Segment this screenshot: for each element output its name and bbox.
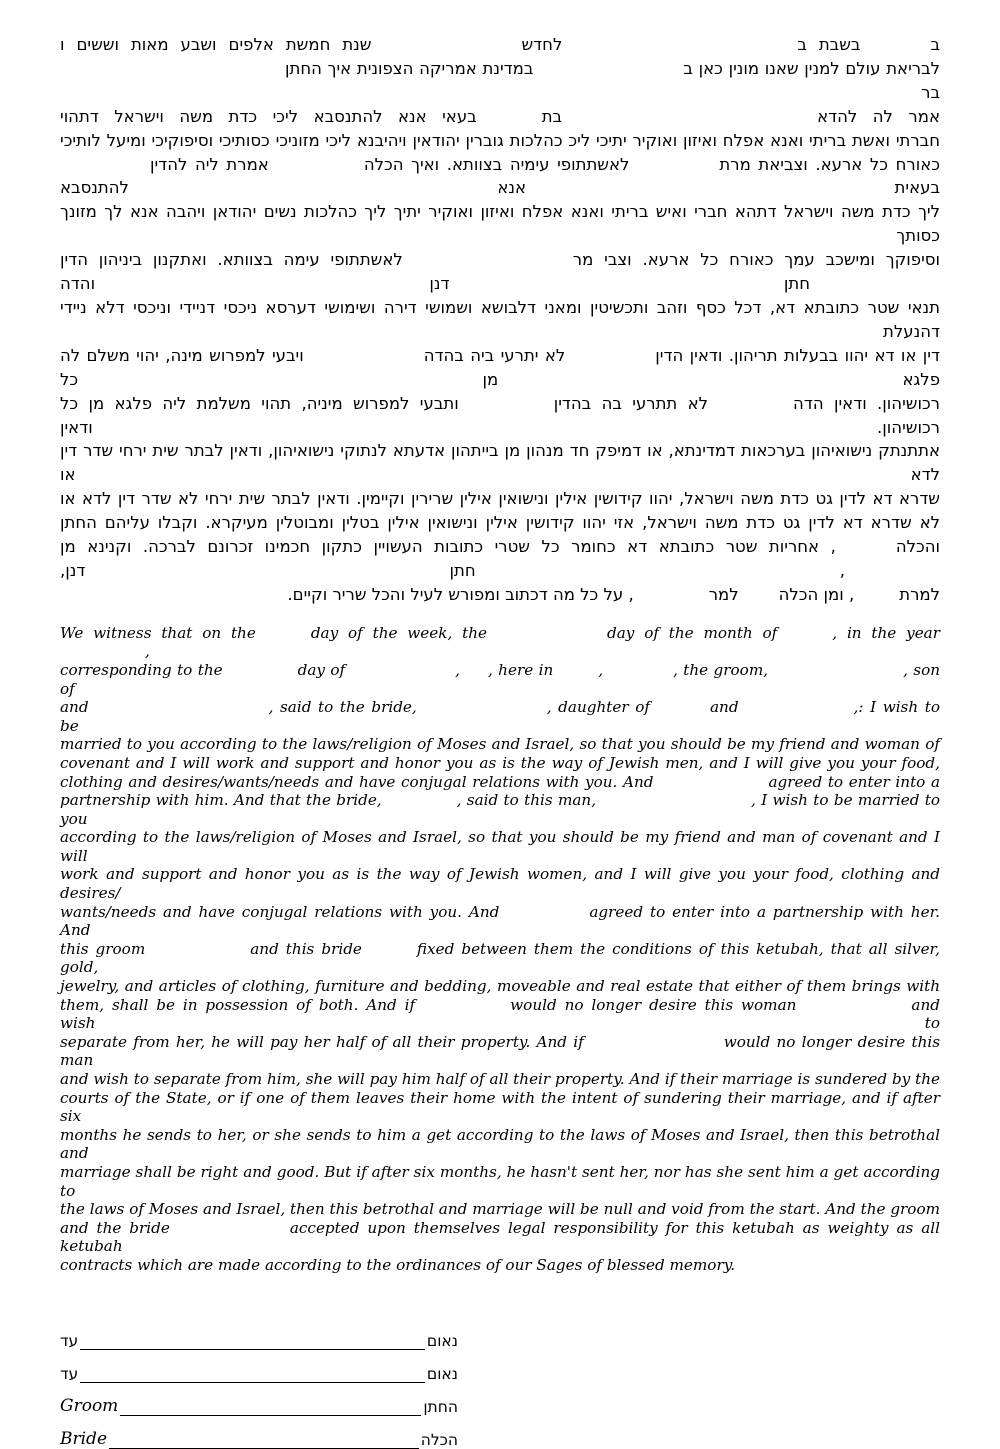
text-segment: ,: [455, 660, 460, 679]
blank-field: [487, 637, 607, 638]
blank-field: [836, 551, 896, 552]
text-segment: כאורח כל ארעא. וצביאת מרת: [719, 154, 940, 174]
text-segment: and wish to: [60, 995, 940, 1033]
text-segment: חברתי ואשת בריתי ואנא אפלח ואיזון ואוקיר יתיכי ליכ כהלכות גוברין יהודאין ויהיבנא ליכי מזוניכי כסותיכי וסיפוקיכי ומיעל לותיכי: [60, 130, 940, 150]
text-segment: fixed between them the conditions of this ketubah, that all silver, gold,: [60, 939, 940, 977]
text-segment: , daughter of: [546, 698, 650, 717]
blank-field: [553, 674, 598, 675]
text-segment: למרת: [899, 584, 940, 604]
text-segment: בת: [541, 106, 563, 126]
text-segment: תנאי שטר כתובתא דא, דכל כסף וזהב ותכשיטין ומאני דלבושא ושמושי דירה ושימושי דערסא ניכסי דניידי וניכסי דלא ניידי דהנעלת: [60, 297, 940, 341]
text-segment: , said to this man,: [456, 791, 597, 810]
blank-field: [415, 1009, 510, 1010]
signature-right-label: נאום: [426, 1332, 458, 1351]
text-line: [60, 153, 940, 201]
signature-row: [60, 1383, 458, 1416]
text-line: [60, 1089, 940, 1126]
text-segment: accepted upon themselves legal responsibility for this ketubah as weighty as all ketubah: [60, 1218, 941, 1256]
blank-field: [533, 73, 683, 74]
signature-line: [109, 1448, 419, 1449]
text-segment: לא תתרעי בה בהדין: [553, 393, 709, 413]
text-line: [60, 977, 940, 996]
blank-field: [459, 408, 554, 409]
text-segment: , I wish to be married to you: [60, 791, 940, 828]
text-line: [60, 487, 940, 511]
text-line: [60, 1070, 940, 1089]
blank-field: [768, 674, 903, 675]
text-segment: שדרא דא לדין גט כדת משה וישראל, יהוו קידושין אילין ונישואין אילין שרירין וקיימין. ודאין לבתר שית ירחי לא שדר דין לדא או: [60, 489, 940, 509]
blank-field: [634, 599, 709, 600]
blank-field: [845, 575, 940, 576]
signature-right-label: החתן: [423, 1398, 458, 1417]
text-line: [60, 439, 940, 487]
blank-field: [650, 711, 710, 712]
text-segment: וסיפוקך ומישכב עמך כאורח כל ארעא. וצבי מר: [572, 250, 940, 270]
text-segment: ליך כדת משה וישראל דתהא חברי ואיש בריתי ואנא אפלח ואיזון ואוקיר יתיך ליך כהלכות נשים יהודאן ויהבה אנא לך מזונך כסותך: [60, 202, 940, 246]
text-line: [60, 1126, 940, 1163]
text-line: [60, 129, 940, 153]
blank-field: [854, 599, 899, 600]
text-segment: , אחריות שטר כתובתא דא כחומר כל שטרי כתובות העשויין כתקון חכמינו זכרונם לברכה. וקנינא מן: [60, 537, 836, 557]
signature-left-label: Groom: [60, 1395, 119, 1416]
text-line: [60, 57, 940, 105]
text-line: [60, 940, 940, 977]
signature-section: [60, 1317, 458, 1449]
text-segment: אמר לה להדא: [817, 106, 940, 126]
signature-line: [120, 1415, 421, 1416]
text-line: [60, 698, 940, 735]
text-segment: and the bride: [60, 1218, 170, 1237]
text-segment: wants/needs and have conjugal relations with you. And: [60, 902, 500, 921]
text-segment: , here in: [487, 660, 554, 679]
text-segment: months he sends to her, or she sends to him a get according to the laws of Moses and Israel, then this betrothal and: [60, 1125, 940, 1163]
blank-field: [860, 49, 930, 50]
blank-field: [708, 408, 793, 409]
text-segment: marriage shall be right and good. But if after six months, he hasn't sent her, nor has she sent him a get according to: [60, 1162, 940, 1200]
signature-row: [60, 1350, 458, 1383]
blank-field: [739, 711, 854, 712]
text-line: [60, 996, 940, 1033]
text-segment: שנת חמשת אלפים ושבע מאות וששים ו: [60, 35, 372, 54]
signature-left-label: עד: [60, 1365, 79, 1384]
hebrew-text-section: [60, 33, 940, 607]
blank-field: [223, 674, 298, 675]
text-line: [60, 248, 940, 296]
text-segment: agreed to enter into a: [768, 772, 940, 791]
blank-field: [417, 711, 547, 712]
signature-right-label: נאום: [426, 1365, 458, 1384]
text-segment: day of the week, the: [310, 623, 488, 642]
text-segment: and this bride: [250, 939, 362, 958]
text-line: [60, 754, 940, 773]
blank-field: [60, 73, 285, 74]
text-segment: courts of the State, or if one of them leaves their home with the intent of sundering their marriage, and if after six: [60, 1088, 940, 1126]
text-segment: and: [709, 698, 739, 717]
blank-field: [477, 121, 542, 122]
blank-field: [145, 953, 250, 954]
text-segment: day of: [297, 660, 346, 679]
text-line: [60, 773, 940, 792]
blank-field: [403, 264, 573, 265]
text-segment: דין או דא יהוו בבעלות תריהון. ודאין הדין: [655, 345, 940, 365]
text-segment: בשבת ב: [797, 35, 861, 54]
text-segment: , the groom,: [673, 660, 769, 679]
text-line: [60, 661, 940, 698]
text-segment: this groom: [60, 939, 146, 958]
text-segment: , in the year: [832, 623, 940, 642]
text-segment: , על כל מה דכתוב ומפורש לעיל והכל שריר וקיים.: [287, 584, 634, 604]
blank-field: [653, 786, 768, 787]
text-line: [60, 735, 940, 754]
text-segment: לא שדרא דא לדין גט כדת משה וישראל, אזי יהוו קידושין אילין ונישואין אילין בטלין ומבוטלין מעיקרא. וקבלו עליהם החתן: [60, 513, 940, 533]
text-segment: them, shall be in possession of both. And if: [60, 995, 416, 1014]
blank-field: [269, 169, 364, 170]
text-segment: We witness that on the: [60, 623, 256, 642]
text-line: [60, 1033, 940, 1070]
blank-field: [562, 121, 817, 122]
text-segment: and wish to separate from him, she will pay him half of all their property. And if their marriage is sundered by the: [60, 1070, 940, 1088]
text-line: [60, 828, 940, 865]
signature-left-label: Bride: [60, 1428, 107, 1449]
english-text-section: [60, 624, 940, 1275]
blank-field: [362, 953, 417, 954]
text-line: [60, 624, 940, 661]
text-line: [60, 535, 940, 583]
blank-field: [629, 169, 719, 170]
signature-left-label: עד: [60, 1332, 79, 1351]
text-line: [60, 296, 940, 344]
blank-field: [562, 49, 797, 50]
text-line: [60, 105, 940, 129]
blank-field: [345, 674, 455, 675]
blank-field: [170, 1232, 290, 1233]
text-segment: would no longer desire this man: [60, 1032, 940, 1070]
text-segment: married to you according to the laws/religion of Moses and Israel, so that you should be my friend and woman of: [60, 735, 940, 754]
text-segment: and: [60, 698, 89, 717]
text-segment: , ומן הכלה: [778, 584, 855, 604]
text-segment: contracts which are made according to the ordinances of our Sages of blessed memory.: [60, 1255, 736, 1274]
text-segment: agreed to enter into a partnership with her. And: [60, 902, 940, 940]
blank-field: [60, 169, 150, 170]
blank-field: [777, 637, 832, 638]
text-segment: partnership with him. And that the bride,: [60, 791, 382, 810]
text-line: [60, 511, 940, 535]
blank-field: [565, 360, 655, 361]
signature-line: [80, 1349, 425, 1350]
text-line: [60, 1163, 940, 1200]
text-segment: לבריאת עולם למנין שאנו מונין כאן ב: [683, 58, 940, 78]
text-segment: , said to the bride,: [268, 698, 417, 717]
text-segment: בר: [921, 82, 940, 102]
text-segment: במדינת אמריקה הצפונית איך החתן: [285, 58, 534, 78]
text-segment: לאשתתופי עימיה בצוותא. ואיך הכלה: [363, 154, 630, 174]
text-segment: day of the month of: [607, 623, 778, 642]
blank-field: [382, 804, 457, 805]
text-segment: אמרת ליה להדין: [150, 154, 269, 174]
text-segment: ,: [598, 660, 604, 679]
blank-field: [89, 711, 269, 712]
signature-row: [60, 1317, 458, 1350]
text-segment: corresponding to the: [60, 660, 223, 679]
signature-right-label: הכלה: [420, 1431, 458, 1449]
text-segment: separate from her, he will pay her half of all their property. And if: [60, 1032, 584, 1051]
text-line: [60, 903, 940, 940]
blank-field: [499, 916, 589, 917]
signature-line: [80, 1382, 425, 1383]
text-segment: according to the laws/religion of Moses and Israel, so that you should be my friend and man of covenant and I will: [60, 828, 940, 865]
text-line: [60, 1200, 940, 1219]
text-line: [60, 865, 940, 902]
text-segment: בעאית אנא להתנסבא: [60, 178, 940, 198]
text-segment: ותבעי למפרוש מיניה, תהוי משלמת ליה פלגא מן כל רכושיהון. ודאין: [60, 393, 940, 437]
text-line: [60, 33, 940, 57]
blank-field: [796, 1009, 911, 1010]
blank-field: [739, 599, 779, 600]
text-segment: work and support and honor you as is the way of Jewish women, and I will give you your food, clothing and desires/: [60, 865, 940, 903]
text-segment: clothing and desires/wants/needs and have conjugal relations with you. And: [60, 772, 654, 791]
text-segment: covenant and I will work and support and honor you as is the way of Jewish men, and I will give you your food,: [60, 753, 940, 772]
text-line: [60, 344, 940, 392]
text-segment: לא יתרעי ביה בהדה: [423, 345, 566, 365]
text-segment: ויבעי למפרוש מינה, יהוי משלם לה פלגא מן כל: [60, 345, 940, 389]
text-line: [60, 791, 940, 828]
text-line: [60, 392, 940, 440]
text-segment: ,: I wish to be: [60, 698, 940, 735]
blank-field: [460, 674, 488, 675]
text-segment: , son of: [60, 660, 941, 698]
text-line: [60, 200, 940, 248]
text-segment: בעאי אנא להתנסבא ליכי כדת משה וישראל דתהוי: [60, 106, 477, 126]
text-segment: jewelry, and articles of clothing, furniture and bedding, moveable and real estate that either of them brings with: [60, 977, 940, 996]
text-segment: והכלה: [895, 537, 940, 557]
blank-field: [584, 1046, 724, 1047]
text-segment: לאשתתופי עימה בצוותא. ואתקנון ביניהון הדין: [60, 250, 403, 270]
blank-field: [596, 804, 751, 805]
text-line: [60, 1219, 940, 1256]
text-segment: ,: [145, 642, 150, 661]
text-segment: אתתנתק נישואיהון בערכאות דמדינתא, או דמיפק חד מנהון מן בייתהון אדעתא לנתוקי נישואיהון, ודאין לבתר שית ירחי שדר דין לדא או: [60, 441, 940, 485]
text-line: [60, 583, 940, 607]
signature-row: [60, 1416, 458, 1449]
blank-field: [304, 360, 424, 361]
blank-field: [60, 655, 145, 656]
text-segment: רכושיהון. ודאין הדה: [793, 393, 940, 413]
text-segment: the laws of Moses and Israel, then this betrothal and marriage will be null and void from the start. And the groom: [60, 1200, 940, 1219]
text-segment: חתן דנן והדה: [60, 274, 810, 294]
text-segment: ב: [930, 35, 940, 54]
text-segment: , חתן דנן,: [60, 560, 845, 580]
blank-field: [256, 637, 311, 638]
text-line: [60, 1256, 940, 1275]
blank-field: [603, 674, 673, 675]
blank-field: [810, 288, 940, 289]
text-segment: לחדש: [521, 35, 563, 54]
blank-field: [371, 49, 521, 50]
text-segment: למר: [708, 584, 739, 604]
text-segment: would no longer desire this woman: [510, 995, 797, 1014]
